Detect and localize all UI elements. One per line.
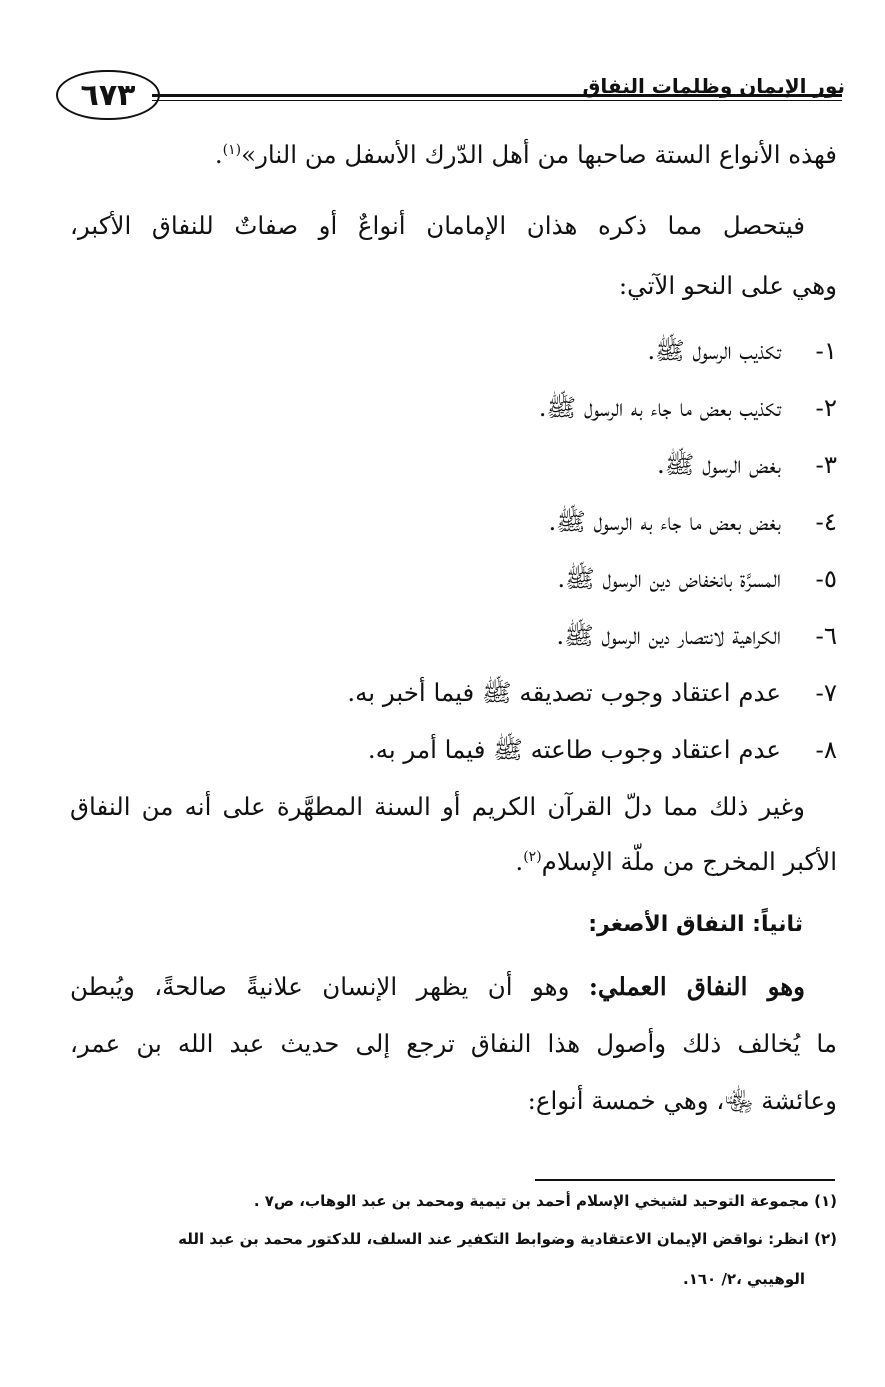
list-item xyxy=(647,326,837,376)
list-item xyxy=(557,554,837,604)
list-item-text: المسرَّة بانخفاض دين الرسول ﷺ. xyxy=(557,564,781,593)
footnote-2-line-2: الوهيبي ،٢/ ١٦٠. xyxy=(683,1270,805,1288)
para2-line-1 xyxy=(70,962,805,1012)
footnote-2-line-1: (٢) انظر: نواقض الإيمان الاعتقادية وضوابط التكفير عند السلف، للدكتور محمد بن عبد الله xyxy=(178,1230,837,1248)
list-item xyxy=(347,668,837,718)
body-line-3: وهي على النحو الآتي: xyxy=(618,271,837,300)
list-item-text: بغض بعض ما جاء به الرسول ﷺ. xyxy=(548,507,781,536)
body-line-1-text: فهذه الأنواع الستة صاحبها من أهل الدّرك الأسفل من النار» xyxy=(241,140,837,169)
list-item-text: تكذيب بعض ما جاء به الرسول ﷺ. xyxy=(538,393,781,422)
list-item xyxy=(548,497,837,547)
para2-line-1-rest: وهو أن يظهر الإنسان علانيةً صالحةً، ويُبطن xyxy=(70,972,589,1001)
page-number: ٦٧٣ xyxy=(56,70,160,120)
footnote-ref-1: (١) xyxy=(222,141,242,158)
body-line-2: فيتحصل مما ذكره هذان الإمامان أنواعٌ أو صفاتٌ للنفاق الأكبر، xyxy=(70,211,805,240)
list-item-number: ٤- xyxy=(815,507,837,536)
footnote-rule xyxy=(535,1179,835,1181)
list-item-number: ٦- xyxy=(815,621,837,650)
running-header-title: نور الإيمان وظلمات النفاق xyxy=(582,74,845,98)
footnote-ref-2: (٢) xyxy=(523,848,542,865)
body-line-other-2 xyxy=(515,837,837,887)
body-line-1-end: . xyxy=(214,140,223,169)
list-item-number: ٧- xyxy=(815,678,837,707)
list-item-number: ٨- xyxy=(815,735,837,764)
list-item-text: عدم اعتقاد وجوب طاعته ﷺ فيما أمر به. xyxy=(367,735,781,764)
body-line-1 xyxy=(215,130,837,180)
para2-term: وهو النفاق العملي: xyxy=(588,972,805,1001)
body-line-other-2-end: . xyxy=(515,847,524,876)
para2-line-3: وعائشة ﵄، وهي خمسة أنواع: xyxy=(527,1086,837,1115)
footnote-1: (١) مجموعة التوحيد لشيخي الإسلام أحمد بن تيمية ومحمد بن عبد الوهاب، ص٧ . xyxy=(253,1192,837,1210)
list-item-text: الكراهية لانتصار دين الرسول ﷺ. xyxy=(556,621,781,650)
list-item-text: عدم اعتقاد وجوب تصديقه ﷺ فيما أخبر به. xyxy=(347,678,781,707)
list-item xyxy=(539,383,837,433)
header-rule xyxy=(152,94,842,101)
body-line-other-2-text: الأكبر المخرج من ملّة الإسلام xyxy=(541,847,837,876)
list-item xyxy=(657,440,837,490)
list-item-number: ٢- xyxy=(815,393,837,422)
para2-line-2: ما يُخالف ذلك وأصول هذا النفاق ترجع إلى حديث عبد الله بن عمر، xyxy=(70,1029,837,1058)
list-item-number: ٥- xyxy=(815,564,837,593)
body-line-other-1: وغير ذلك مما دلّ القرآن الكريم أو السنة المطهَّرة على أنه من النفاق xyxy=(70,792,805,821)
list-item-number: ١- xyxy=(815,336,837,365)
list-item-text: تكذيب الرسول ﷺ. xyxy=(647,336,781,365)
list-item-text: بغض الرسول ﷺ. xyxy=(657,450,781,479)
list-item xyxy=(556,611,837,661)
list-item xyxy=(368,725,837,775)
section-heading: ثانياً: النفاق الأصغر: xyxy=(588,912,803,937)
list-item-number: ٣- xyxy=(815,450,837,479)
